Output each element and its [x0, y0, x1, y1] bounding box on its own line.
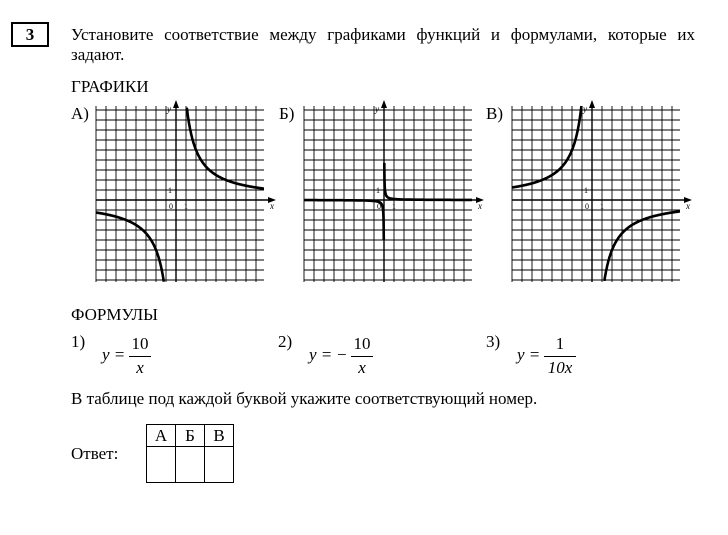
y-unit-label: 1	[584, 186, 588, 195]
answer-cell-b[interactable]	[176, 447, 205, 483]
instruction-text: В таблице под каждой буквой укажите соответствующий номер.	[71, 389, 538, 408]
formula-3-fraction	[544, 334, 576, 380]
graphs-heading: ГРАФИКИ	[71, 77, 149, 96]
x-axis-label: x	[478, 201, 482, 211]
fraction-bar	[544, 356, 576, 357]
graph-v	[508, 100, 698, 290]
formula-2-sign: −	[337, 345, 347, 364]
graph-b-letter: Б)	[279, 104, 295, 123]
formula-3-label: 3)	[486, 332, 501, 351]
y-axis-label: y	[375, 104, 379, 114]
origin-label: 0	[585, 202, 589, 211]
answer-cell-a[interactable]	[147, 447, 176, 483]
origin-label: 0	[169, 202, 173, 211]
formula-1-label: 1)	[71, 332, 86, 351]
denominator: x	[136, 358, 144, 377]
formulas-heading: ФОРМУЛЫ	[71, 305, 158, 324]
fraction-bar	[351, 356, 373, 357]
answer-cell-v[interactable]	[205, 447, 234, 483]
x-unit-label: 1	[392, 202, 396, 211]
denominator: 10x	[547, 358, 573, 377]
grid	[96, 106, 264, 282]
formula-2-fraction	[351, 334, 373, 380]
numerator: 1	[555, 334, 565, 353]
origin-label: 0	[377, 202, 381, 211]
grid	[512, 106, 680, 282]
fraction-bar	[129, 356, 151, 357]
x-axis-label: x	[270, 201, 274, 211]
y-unit-label: 1	[168, 186, 172, 195]
answer-table	[146, 424, 234, 483]
numerator: 10	[131, 334, 149, 353]
x-axis-label: x	[686, 201, 690, 211]
answer-label: Ответ:	[71, 444, 119, 463]
formula-1-fraction	[129, 334, 151, 380]
grid	[304, 106, 472, 282]
graph-b	[300, 100, 490, 290]
hyperbola-branch-1	[384, 163, 472, 200]
task-text: Установите соответствие между графиками функций и формулами, которые их задают.	[71, 25, 695, 64]
formula-3-lhs: y =	[517, 345, 541, 364]
formula-1-lhs: y =	[102, 345, 126, 364]
x-unit-label: 1	[600, 202, 604, 211]
denominator: x	[358, 358, 366, 377]
task-number: 3	[11, 22, 49, 47]
formula-2-label: 2)	[278, 332, 293, 351]
formula-2-lhs: y =	[309, 345, 333, 364]
y-axis-label: y	[167, 104, 171, 114]
answer-column-b: Б	[176, 425, 205, 447]
graph-v-letter: В)	[486, 104, 503, 123]
answer-column-v: В	[205, 425, 234, 447]
numerator: 10	[353, 334, 371, 353]
graph-a	[92, 100, 282, 290]
y-axis-label: y	[583, 104, 587, 114]
answer-column-a: А	[147, 425, 176, 447]
x-unit-label: 1	[184, 202, 188, 211]
graph-a-letter: А)	[71, 104, 89, 123]
y-unit-label: 1	[376, 186, 380, 195]
